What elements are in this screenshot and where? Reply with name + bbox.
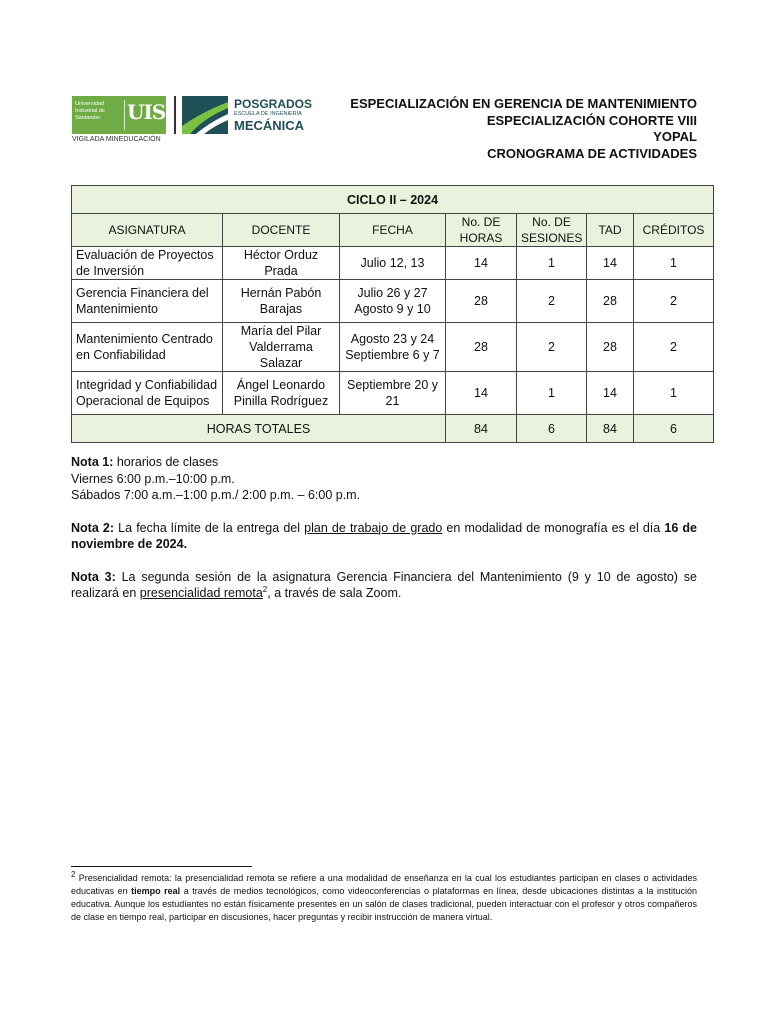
- column-header: FECHA: [340, 214, 446, 247]
- cell-fecha: Julio 12, 13: [340, 247, 446, 280]
- note-2-period: .: [183, 537, 188, 551]
- cell-sesiones: 1: [517, 247, 587, 280]
- cell-creditos: 1: [634, 372, 714, 415]
- cell-tad: 14: [587, 372, 634, 415]
- cell-horas: 28: [446, 280, 517, 323]
- cell-creditos: 1: [634, 247, 714, 280]
- cell-horas: 28: [446, 323, 517, 372]
- cell-sesiones: 2: [517, 323, 587, 372]
- title-line: ESPECIALIZACIÓN COHORTE VIII: [486, 112, 697, 128]
- note-3-underlined: presencialidad remota: [139, 586, 263, 600]
- posgrados-title: POSGRADOS: [234, 97, 313, 111]
- document-title: [350, 96, 697, 162]
- note-2-deadline: 16 de noviembre de 2024: [71, 520, 697, 551]
- uis-logo-text: Universidad Industrial de Santander: [75, 101, 105, 121]
- footnote-marker: 2: [71, 870, 76, 879]
- totals-label: HORAS TOTALES: [72, 415, 446, 443]
- footnote: [71, 872, 697, 924]
- cell-fecha: Julio 26 y 27 Agosto 9 y 10: [340, 280, 446, 323]
- posgrados-logo: [182, 96, 312, 136]
- header-divider: [174, 96, 176, 134]
- cell-creditos: 2: [634, 323, 714, 372]
- cell-horas: 14: [446, 247, 517, 280]
- column-header: DOCENTE: [223, 214, 340, 247]
- cell-docente: Hernán Pabón Barajas: [223, 280, 340, 323]
- note-2: [71, 520, 697, 553]
- cell-sesiones: 1: [517, 372, 587, 415]
- cell-tad: 28: [587, 280, 634, 323]
- uis-logo-box: [72, 96, 166, 134]
- footnote-text: Presencialidad remota: la presencialidad remota se refiere a una modalidad de enseñanza en la cual los estudiantes participan en clases o actividades educativas en: [71, 873, 697, 896]
- note-3-text: La segunda sesión de la asignatura Gerencia Financiera del Mantenimiento (9 y 10 de agosto) se realizará en: [71, 569, 697, 600]
- cell-asignatura: Integridad y Confiabilidad Operacional de Equipos: [72, 372, 223, 415]
- cell-tad: 28: [587, 323, 634, 372]
- table-row: [72, 323, 714, 372]
- cell-creditos: 2: [634, 280, 714, 323]
- cell-docente: María del Pilar Valderrama Salazar: [223, 323, 340, 372]
- footnote-rule: [71, 866, 252, 867]
- table-row: [72, 280, 714, 323]
- note-1-text: horarios de clases: [113, 455, 219, 469]
- note-1: [71, 454, 697, 504]
- title-line: YOPAL: [653, 129, 697, 144]
- posgrados-name: MECÁNICA: [234, 118, 305, 133]
- cell-fecha: Septiembre 20 y 21: [340, 372, 446, 415]
- footnote-reference: 2: [262, 584, 268, 594]
- cell-asignatura: Gerencia Financiera del Mantenimiento: [72, 280, 223, 323]
- cell-fecha: Agosto 23 y 24 Septiembre 6 y 7: [340, 323, 446, 372]
- total-sesiones: 6: [517, 415, 587, 443]
- note-1-line-friday: Viernes 6:00 p.m.–10:00 p.m.: [71, 471, 235, 486]
- cell-docente: Héctor Orduz Prada: [223, 247, 340, 280]
- note-1-label: Nota 1:: [71, 455, 114, 469]
- footnote-bold: tiempo real: [131, 886, 181, 896]
- title-line: CRONOGRAMA DE ACTIVIDADES: [487, 145, 697, 161]
- column-header: TAD: [587, 214, 634, 247]
- title-line: ESPECIALIZACIÓN EN GERENCIA DE MANTENIMIENTO: [350, 96, 697, 111]
- table-header-row: [72, 214, 714, 247]
- total-horas: 84: [446, 415, 517, 443]
- notes-section: [71, 454, 697, 618]
- column-header: ASIGNATURA: [72, 214, 223, 247]
- vigilada-text: VIGILADA MINEDUCACIÓN: [72, 136, 161, 143]
- note-2-text: La fecha límite de la entrega del: [114, 520, 305, 535]
- cell-docente: Ángel Leonardo Pinilla Rodríguez: [223, 372, 340, 415]
- uis-logo-separator: [124, 100, 125, 130]
- table-row: [72, 372, 714, 415]
- note-2-text: en modalidad de monografía es el día: [442, 520, 665, 535]
- cycle-row: [72, 186, 714, 214]
- cell-asignatura: Evaluación de Proyectos de Inversión: [72, 247, 223, 280]
- total-creditos: 6: [634, 415, 714, 443]
- cell-tad: 14: [587, 247, 634, 280]
- uis-logo: [72, 96, 166, 146]
- posgrados-logo-icon: [182, 96, 228, 134]
- cell-sesiones: 2: [517, 280, 587, 323]
- total-tad: 84: [587, 415, 634, 443]
- cell-asignatura: Mantenimiento Centrado en Confiabilidad: [72, 323, 223, 372]
- column-header: No. DE HORAS: [446, 214, 517, 247]
- cycle-title: CICLO II – 2024: [72, 186, 714, 214]
- schedule-table: [71, 185, 714, 443]
- posgrados-subtitle: ESCUELA DE INGENIERÍA: [234, 111, 302, 117]
- cell-horas: 14: [446, 372, 517, 415]
- column-header: No. DE SESIONES: [517, 214, 587, 247]
- note-2-underlined: plan de trabajo de grado: [304, 520, 443, 535]
- column-header: CRÉDITOS: [634, 214, 714, 247]
- footnote-text-end: a través de medios tecnológicos, como videoconferencias o plataformas en línea, desde ubicaciones distintas a la institución educativa. Aunque los estudiantes no están físicamente presentes en un salón de clases tradicional, pueden interactuar con el profesor y otros compañeros de clase en tiempo real, participar en discusiones, hacer preguntas y recibir instrucción de manera virtual.: [71, 886, 697, 922]
- note-3-text-end: , a través de sala Zoom.: [267, 586, 402, 600]
- table-row: [72, 247, 714, 280]
- note-3-label: Nota 3:: [71, 569, 116, 584]
- totals-row: [72, 415, 714, 443]
- note-1-line-saturday: Sábados 7:00 a.m.–1:00 p.m./ 2:00 p.m. – 6:00 p.m.: [71, 488, 361, 502]
- note-3: [71, 569, 697, 602]
- note-2-label: Nota 2:: [71, 520, 115, 535]
- uis-logo-mark: UIS: [127, 100, 166, 124]
